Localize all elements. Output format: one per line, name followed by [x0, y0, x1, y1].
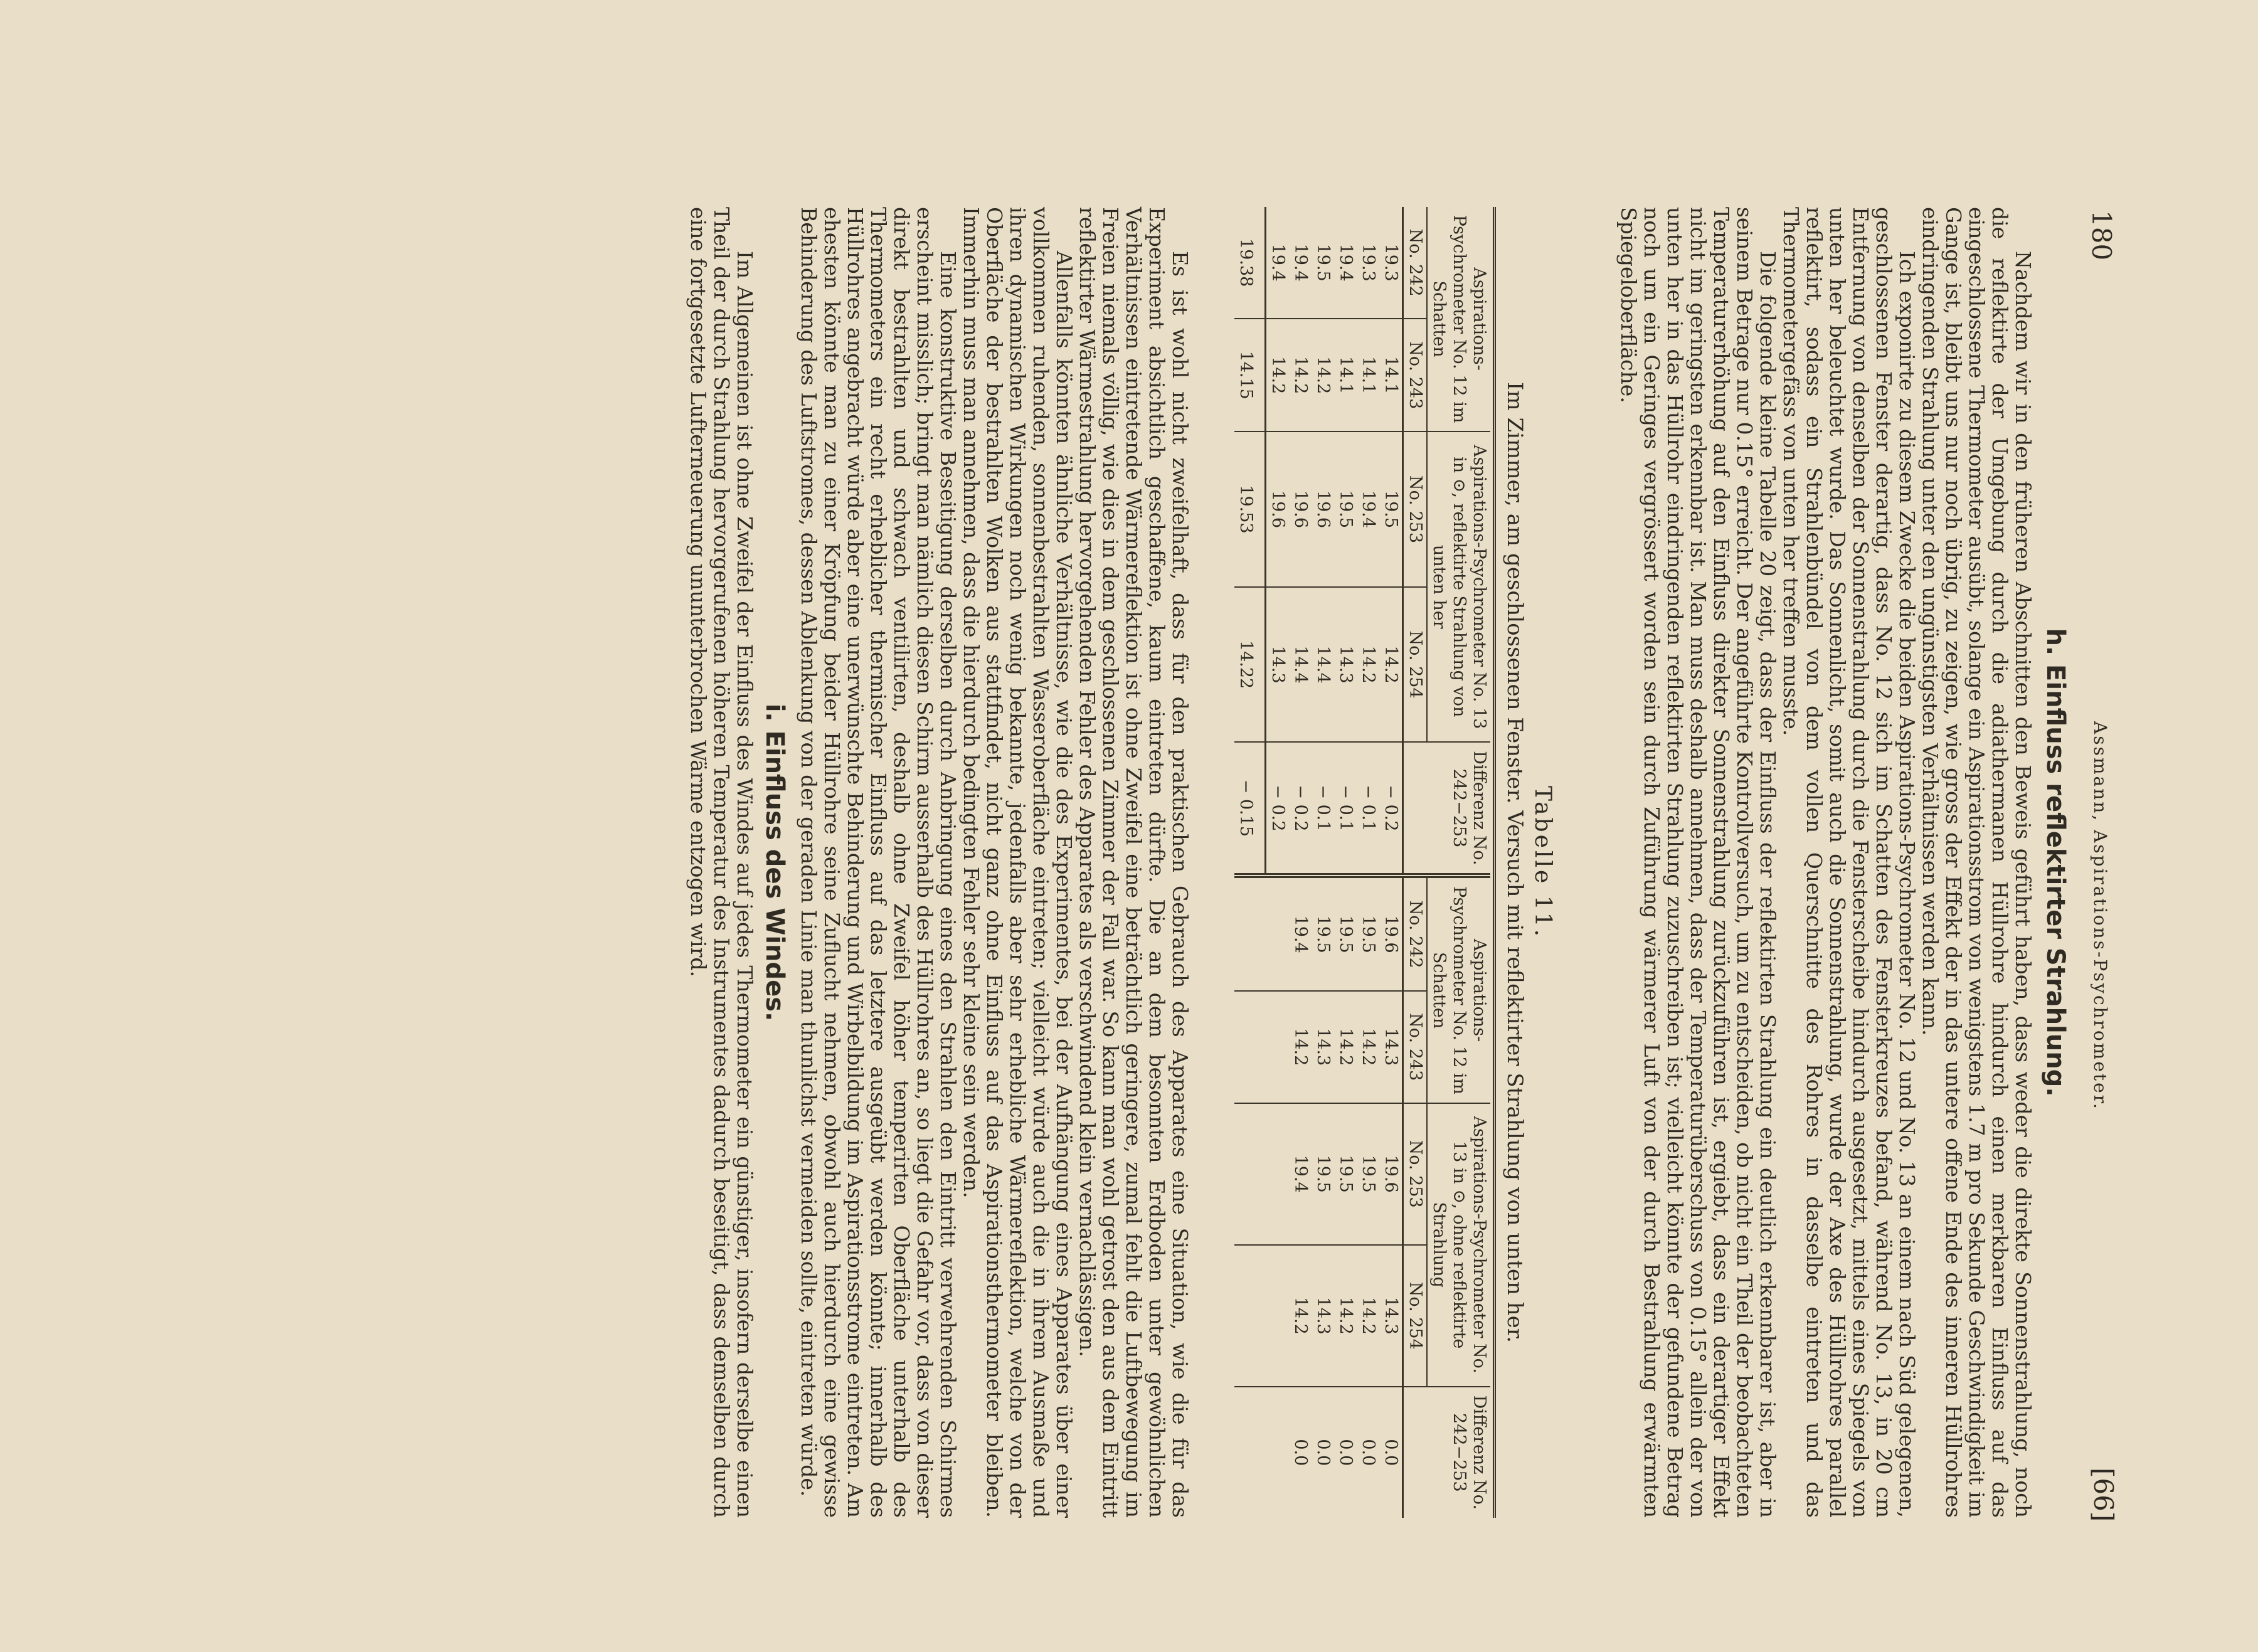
column-header: No. 254 [1403, 1245, 1428, 1387]
table-cell: 19.5 [1334, 1103, 1357, 1245]
table-cell: 19.5 [1334, 432, 1357, 587]
paragraph: Es ist wohl nicht zweifelhaft, dass für den praktischen Gebrauch des Apparates eine Situation, wie die für das Experiment absichtlich geschaffene, kaum eintreten dürfte. Die an dem besonnten Erdboden unter gewöhnlichen Verhältnissen eintretende Wärmereflektion ist ohne Zweifel eine beträchtlich geringere, zumal fehlt die Luftbewegung im Freien niemals völlig, wie dies in dem geschlossenen Zimmer der Fall war. So kann man wohl getrost den aus dem Eintritt reflektirter Wärmestrahlung hervorgehenden Fehler des Apparates als verschwindend klein vernachlässigen. [1075, 207, 1192, 1518]
running-title: Assmann, Aspirations-Psychrometer. [2090, 721, 2111, 1111]
table-caption: Tabelle 11. [1530, 785, 1556, 940]
table-cell: 19.53 [1234, 432, 1266, 587]
table-cell: 14.1 [1334, 319, 1357, 432]
table-cell: 14.3 [1312, 991, 1334, 1103]
table-cell: − 0.1 [1312, 742, 1334, 876]
table-cell: 14.3 [1312, 1245, 1334, 1387]
table-group-header: Aspirations-Psychrometer No. 13 in ⊙, ohne reflektirte Strahlung [1427, 1103, 1490, 1387]
table-cell: 19.4 [1334, 207, 1357, 319]
table-row [1357, 207, 1379, 1518]
table-cell: 19.6 [1289, 432, 1312, 587]
table-cell: 14.22 [1234, 587, 1266, 743]
table-cell: 0.0 [1313, 1439, 1333, 1466]
table-cell: 19.3 [1357, 207, 1379, 319]
table-cell [1234, 1103, 1266, 1245]
after-table-text [687, 207, 1192, 1518]
table-cell: 19.6 [1379, 876, 1403, 990]
table-cell: 14.1 [1357, 319, 1379, 432]
table-cell: 19.5 [1312, 876, 1334, 990]
table-top-rule [1493, 207, 1496, 1518]
column-header: No. 253 [1403, 432, 1428, 587]
data-table [1234, 207, 1490, 1518]
table-cell: − 0.2 [1379, 742, 1403, 876]
table-cell: 14.3 [1379, 1245, 1403, 1387]
paragraph: Eine konstruktive Beseitigung derselben durch Anbringung eines den Strahlen den Eintritt verwehrenden Schirmes erscheint misslich; bringt man nämlich diesen Schirm ausserhalb des Hüllrohres an, so liegt die Gefahr vor, dass von dieser direkt bestrahlten und schwach ventilirten, deshalb ohne Zweifel höher temperirten Oberfläche unterhalb des Thermometers ein recht erheblicher thermischer Einfluss auf das letztere ausgeübt werden könnte; innerhalb des Hüllrohres angebracht würde aber eine unerwünschte Behinderung und Wirbelbildung im Aspirationsstrome eintreten. Am ehesten könnte man zu einer Kröpfung beider Hüllrohre seine Zuflucht nehmen, obwohl auch hierdurch eine gewisse Behinderung des Luftstromes, dessen Ablenkung von der geraden Linie man thunlichst vermeiden sollte, eintreten würde. [797, 207, 960, 1518]
paragraph: Ich exponirte zu diesem Zwecke die beiden Aspirations-Psychrometer No. 12 und No. 13 an einem nach Süd gelegenen, geschlossenen Fenster derartig, dass No. 12 sich im Schatten des Fensterkreuzes befand, während No. 13, in 20 cm Entfernung von denselben der Sonnenstrahlung durch die Fensterscheibe hindurch ausgesetzt, mittels eines Spiegels von unten her beleuchtet wurde. Das Sonnenlicht, somit auch die Sonnenstrahlung, wurde der Axe des Hüllrohres parallel reflektirt, sodass ein Strahlenbündel von dem vollen Querschnitte des Rohres in dasselbe eintreten und das Thermometergefäss von unten her treffen musste. [1779, 207, 1919, 1518]
column-header: No. 243 [1403, 991, 1428, 1103]
table-cell: 14.2 [1379, 587, 1403, 743]
table-cell [1266, 1245, 1290, 1387]
table-cell [1266, 876, 1290, 990]
table-cell: 14.2 [1289, 319, 1312, 432]
table-cell: 14.2 [1312, 319, 1334, 432]
table-row [1379, 207, 1403, 1518]
section-heading: h. Einfluss reflektirter Strahlung. [2041, 628, 2070, 1097]
table-cell: − 0.1 [1334, 742, 1357, 876]
table-cell: − 0.2 [1266, 742, 1290, 876]
table-cell: 19.5 [1357, 1103, 1379, 1245]
table-cell: 14.2 [1357, 1245, 1379, 1387]
table-group-header: Aspirations-Psychrometer No. 12 im Schatten [1427, 207, 1490, 432]
table-cell: 14.2 [1289, 1245, 1312, 1387]
table-row [1334, 207, 1357, 1518]
table-cell: 14.2 [1357, 991, 1379, 1103]
table-cell: 0.0 [1336, 1439, 1355, 1466]
table-cell: 19.5 [1312, 207, 1334, 319]
column-header: No. 242 [1403, 876, 1428, 990]
table-cell: 19.4 [1357, 432, 1379, 587]
table-cell: 14.4 [1312, 587, 1334, 743]
table-cell: 0.0 [1291, 1439, 1310, 1466]
section-h [1616, 207, 2070, 1518]
table-cell: 19.5 [1334, 876, 1357, 990]
table-cell: 14.4 [1289, 587, 1312, 743]
table-cell: − 0.15 [1234, 742, 1266, 876]
column-header: No. 253 [1403, 1103, 1428, 1245]
table-cell: 14.3 [1266, 587, 1290, 743]
table-cell [1266, 991, 1290, 1103]
table-cell: 19.5 [1357, 876, 1379, 990]
table-cell [1234, 1387, 1266, 1518]
table-cell [1234, 876, 1266, 990]
table-row [1266, 207, 1290, 1518]
table-cell: 14.3 [1379, 991, 1403, 1103]
table-cell: 14.15 [1234, 319, 1266, 432]
table-group-header: Aspirations-Psychrometer No. 13 in ⊙, reflektirte Strahlung von unten her [1427, 432, 1490, 742]
table-cell: 19.38 [1234, 207, 1266, 319]
table-cell: 14.2 [1357, 587, 1379, 743]
table-cell: 0.0 [1359, 1439, 1378, 1466]
paragraph: Allenfalls könnten ähnliche Verhältnisse, wie die des Experimentes, bei der Aufhängung eines Apparates über einer vollkommen ruhenden, sonnenbestrahlten Wasseroberfläche eintreten; vielleicht würde auch die in ihrem Ausmaße und ihren dynamischen Wirkungen noch wenig bekannte, jedenfalls aber sehr erhebliche Wärmereflektion, welche von der Oberfläche der bestrahlten Wolken aus stattfindet, nicht ganz ohne Einfluss auf das Aspirationsthermometer bleiben. Immerhin muss man annehmen, dass die hierdurch bedingten Fehler sehr kleine sein werden. [959, 207, 1076, 1518]
table-cell: 14.2 [1266, 319, 1290, 432]
table-cell: 19.4 [1289, 876, 1312, 990]
table-cell [1266, 1103, 1290, 1245]
table-cell [1266, 1387, 1290, 1518]
table-cell: 14.2 [1334, 991, 1357, 1103]
table-cell: 14.2 [1334, 1245, 1357, 1387]
table-cell: 14.2 [1289, 991, 1312, 1103]
table-cell: 19.5 [1312, 1103, 1334, 1245]
table-row [1312, 207, 1334, 1518]
table-cell: 14.1 [1379, 319, 1403, 432]
table-cell: 19.4 [1289, 1103, 1312, 1245]
page-number: 180 [2086, 210, 2117, 261]
table-cell: 19.6 [1379, 1103, 1403, 1245]
table-cell: 19.6 [1312, 432, 1334, 587]
paragraph: Im Allgemeinen ist ohne Zweifel der Einfluss des Windes auf jedes Thermometer ein günstiger, insofern derselbe einen Theil der durch Strahlung hervorgerufenen höheren Temperatur des Instrumentes dadurch beseitigt, dass demselben durch eine fortgesetzte Lufterneuerung ununterbrochen Wärme entzogen wird. [686, 207, 757, 1518]
table-cell: 19.4 [1289, 207, 1312, 319]
paragraph: Nachdem wir in den früheren Abschnitten den Beweis geführt haben, dass weder die direkte Sonnenstrahlung, noch die reflektirte der Umgebung durch die adiathermanen Hüllrohre hindurch einen merkbaren Einfluss auf das eingeschlossene Thermometer ausübt, solange ein Aspirationsstrom von wenigstens 1.7 m pro Sekunde Geschwindigkeit im Gange ist, bleibt uns nur noch übrig, zu zeigen, wie gross der Effekt der in das untere offene Ende des inneren Hüllrohres eindringenden Strahlung unter den ungünstigsten Verhältnissen werden kann. [1918, 207, 2035, 1518]
table-cell: − 0.2 [1289, 742, 1312, 876]
table-subcaption: Im Zimmer, am geschlossenen Fenster. Versuch mit reflektirter Strahlung von unten her. [1502, 381, 1527, 1343]
table-cell: 19.4 [1266, 207, 1290, 319]
table-diff-header: Differenz No. 242−253 [1403, 1387, 1491, 1518]
table-mean-row [1234, 207, 1266, 1518]
table-cell: 19.5 [1379, 432, 1403, 587]
section-heading: i. Einfluss des Windes. [760, 703, 789, 1022]
table-cell: 14.3 [1334, 587, 1357, 743]
table-diff-header: Differenz No. 242−253 [1403, 742, 1491, 876]
column-header: No. 254 [1403, 587, 1428, 743]
table-group-header: Aspirations-Psychrometer No. 12 im Schatten [1427, 876, 1490, 1103]
table-cell: 19.6 [1266, 432, 1290, 587]
table-row [1289, 207, 1312, 1518]
page-reference: [66] [2088, 1468, 2119, 1522]
table-cell [1234, 1245, 1266, 1387]
table-cell [1234, 991, 1266, 1103]
column-header: No. 242 [1403, 207, 1428, 319]
column-header: No. 243 [1403, 319, 1428, 432]
table-cell: 0.0 [1381, 1439, 1401, 1466]
paragraph: Die folgende kleine Tabelle 20 zeigt, dass der Einfluss der reflektirten Strahlung ein deutlich erkennbarer ist, aber in seinem Betrage nur 0.15° erreicht. Der angeführte Kontrollversuch, um zu entscheiden, ob nicht ein Theil der beobachteten Temperaturerhöhung auf den Einfluss direkter Sonnenstrahlung zurückzuführen ist, ergiebt, dass ein derartiger Effekt nicht im geringsten erkennbar ist. Man muss deshalb annehmen, dass der Temperaturüberschuss von 0.15° allein der von unten her in das Hüllrohr eindringenden reflektirten Strahlung zuzuschreiben ist; vielleicht könnte der gefundene Betrag noch um ein Geringes vergrössert worden sein durch Zuführung wärmerer Luft von der durch Bestrahlung erwärmten Spiegeloberfläche. [1616, 207, 1780, 1518]
table-cell: − 0.1 [1357, 742, 1379, 876]
table-cell: 19.3 [1379, 207, 1403, 319]
